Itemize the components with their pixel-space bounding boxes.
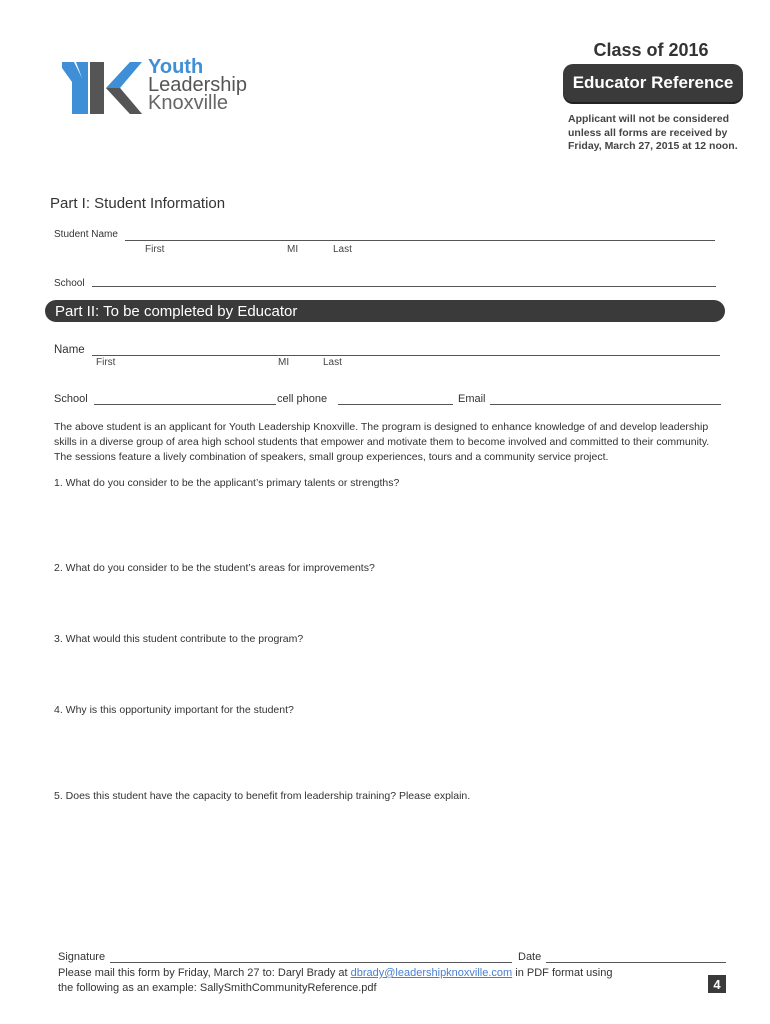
part1-title: Part I: Student Information <box>50 195 226 212</box>
mail-prefix: Please mail this form by Friday, March 27 to: Daryl Brady at <box>58 967 348 979</box>
educator-last-label: Last <box>323 357 342 368</box>
student-first-label: First <box>145 244 165 255</box>
mail-suffix: in PDF format using <box>515 967 613 979</box>
mail-instructions <box>58 967 612 979</box>
part2-title-bar: Part II: To be completed by Educator <box>45 300 725 322</box>
question-2: 2. What do you consider to be the student’s areas for improvements? <box>54 562 375 574</box>
email-field[interactable] <box>490 404 721 405</box>
logo-youth: Youth <box>148 56 204 78</box>
question-3: 3. What would this student contribute to the program? <box>54 633 304 645</box>
question-1: 1. What do you consider to be the applicant’s primary talents or strengths? <box>54 477 400 489</box>
educator-mi-label: MI <box>278 357 290 368</box>
educator-name-field[interactable] <box>92 355 720 356</box>
logo-text <box>148 58 247 112</box>
cell-phone-label: cell phone <box>277 393 328 405</box>
class-title: Class of 2016 <box>593 40 709 60</box>
educator-school-label: School <box>54 393 88 405</box>
educator-school-field[interactable] <box>94 404 276 405</box>
page-number: 4 <box>708 975 726 993</box>
student-name-label: Student Name <box>54 229 118 240</box>
question-5: 5. Does this student have the capacity to benefit from leadership training? Please explain. <box>54 790 471 802</box>
student-last-label: Last <box>333 244 352 255</box>
student-school-field[interactable] <box>92 286 716 287</box>
email-label: Email <box>458 393 486 405</box>
contact-email-link[interactable]: dbrady@leadershipknoxville.com <box>350 967 513 979</box>
ylk-logo <box>60 58 260 120</box>
educator-reference-banner: Educator Reference <box>563 64 743 102</box>
date-label: Date <box>518 951 542 963</box>
student-name-field[interactable] <box>125 240 715 241</box>
ylk-logo-mark <box>60 60 142 116</box>
educator-first-label: First <box>96 357 116 368</box>
student-school-label: School <box>54 278 85 289</box>
signature-label: Signature <box>58 951 106 963</box>
logo-leadership: Leadership <box>148 74 247 96</box>
filename-example: the following as an example: SallySmithCommunityReference.pdf <box>58 982 377 994</box>
educator-name-label: Name <box>54 344 85 356</box>
question-4: 4. Why is this opportunity important for the student? <box>54 704 294 716</box>
deadline-notice: Applicant will not be considered unless all forms are received by Friday, March 27, 2015 at 12 noon. <box>568 113 738 152</box>
cell-phone-field[interactable] <box>338 404 453 405</box>
signature-field[interactable] <box>110 962 512 963</box>
program-description: The above student is an applicant for Youth Leadership Knoxville. The program is designed to enhance knowledge of and develop leadership skills in a diverse group of area high school students that empower and motivate them to become involved and committed to their community. The sessions feature a lively combination of speakers, small group experiences, tours and a community service project. <box>54 421 710 463</box>
date-field[interactable] <box>546 962 726 963</box>
student-mi-label: MI <box>287 244 299 255</box>
logo-knoxville: Knoxville <box>148 92 229 114</box>
